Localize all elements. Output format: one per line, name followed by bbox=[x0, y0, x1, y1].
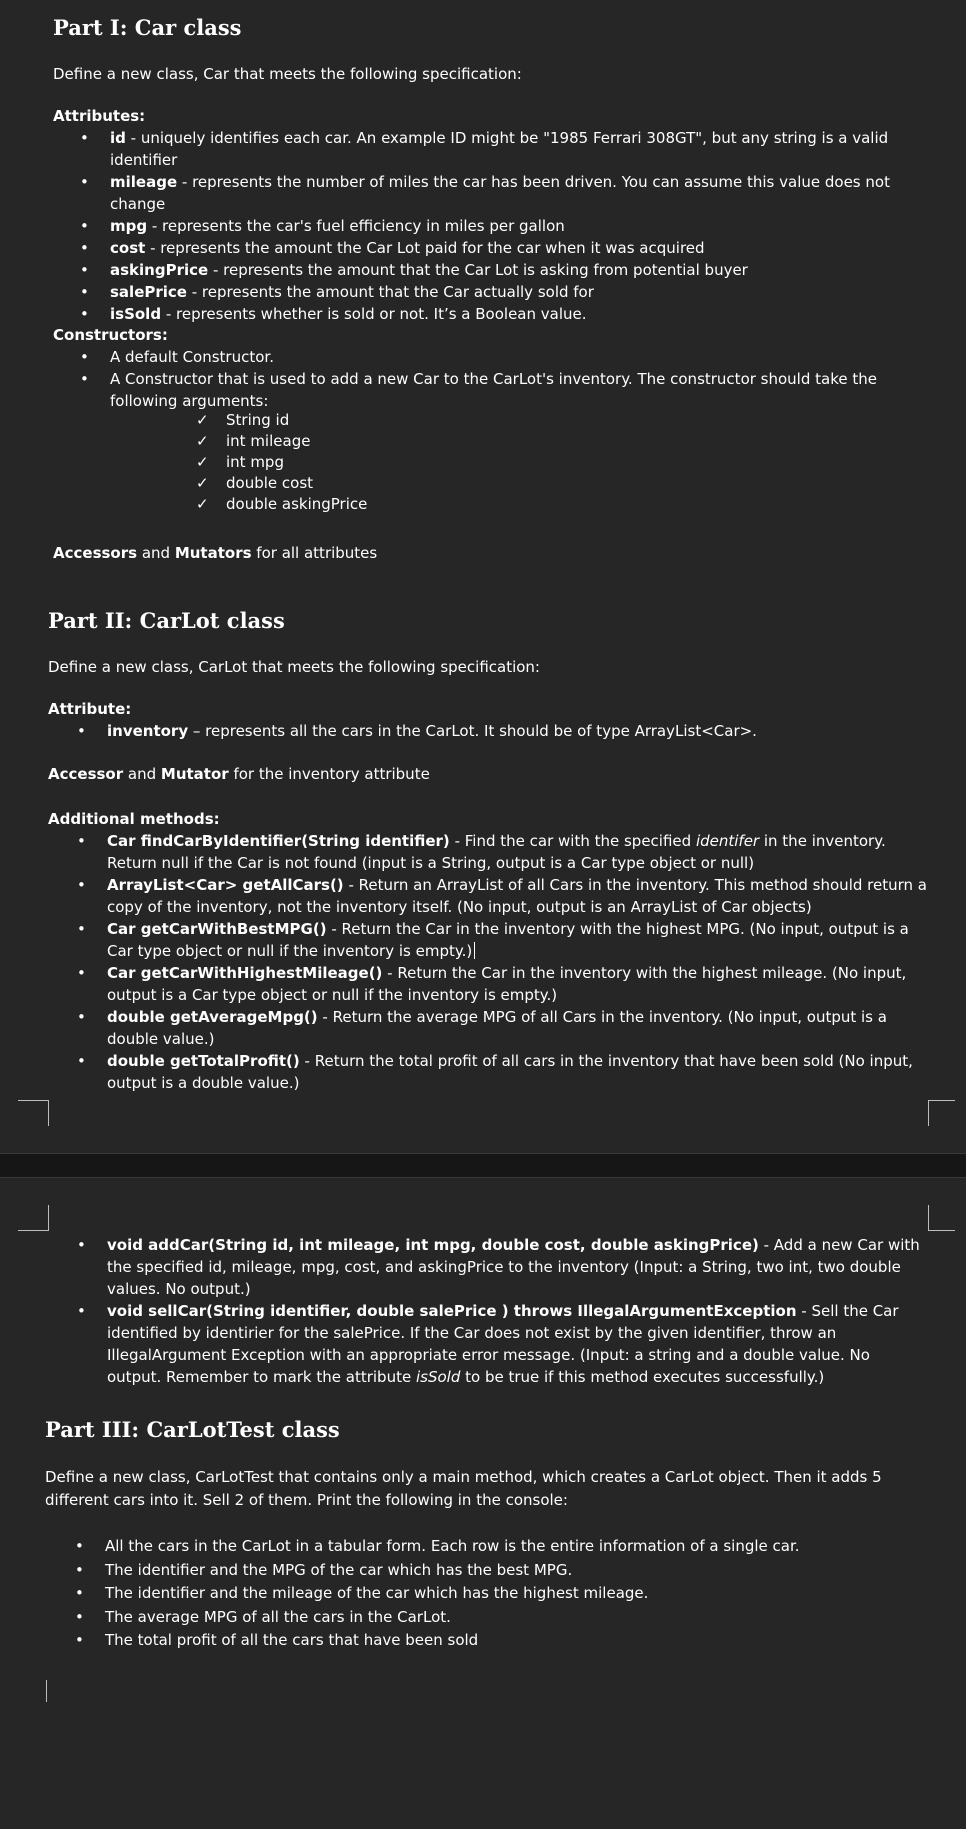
list-item: • Car findCarByIdentifier(String identifier) - Find the car with the specified identifer in the inventory. Return null if the Car is not found (input is a String, output is a Car type object or null) bbox=[107, 830, 927, 874]
corner-mark-bottom-right bbox=[928, 1100, 955, 1126]
constructors-list bbox=[110, 346, 920, 412]
list-item: ✓ double askingPrice bbox=[226, 494, 626, 515]
list-item: • double getAverageMpg() - Return the average MPG of all Cars in the inventory. (No input, output is a double value.) bbox=[107, 1006, 927, 1050]
list-item: • ArrayList<Car> getAllCars() - Return an ArrayList of all Cars in the inventory. This method should return a copy of the inventory, not the inventory itself. (No input, output is an ArrayList of Car objects) bbox=[107, 874, 927, 918]
list-item: • inventory – represents all the cars in the CarLot. It should be of type ArrayList<Car>. bbox=[107, 720, 927, 742]
corner-mark-bottom-left bbox=[18, 1100, 49, 1126]
accessor-mutator-line: Accessor and Mutator for the inventory attribute bbox=[48, 765, 430, 783]
corner-mark-top-right bbox=[928, 1205, 955, 1231]
additional-methods-list bbox=[107, 830, 927, 1094]
list-item: • double getTotalProfit() - Return the total profit of all cars in the inventory that have been sold (No input, output is a double value.) bbox=[107, 1050, 927, 1094]
part3-title: Part III: CarLotTest class bbox=[45, 1417, 340, 1442]
list-item: • A Constructor that is used to add a new Car to the CarLot's inventory. The constructor should take the following arguments: bbox=[110, 368, 920, 412]
list-item: • A default Constructor. bbox=[110, 346, 920, 368]
list-item: • Car getCarWithHighestMileage() - Return the Car in the inventory with the highest mileage. (No input, output is a Car type object or null if the inventory is empty.) bbox=[107, 962, 927, 1006]
attribute-heading: Attribute: bbox=[48, 700, 132, 718]
constructor-arguments-list bbox=[226, 410, 626, 515]
attributes-heading: Attributes: bbox=[53, 107, 146, 125]
list-item: • askingPrice - represents the amount that the Car Lot is asking from potential buyer bbox=[110, 259, 920, 281]
list-item: • mpg - represents the car's fuel efficiency in miles per gallon bbox=[110, 215, 920, 237]
part1-intro: Define a new class, Car that meets the following specification: bbox=[53, 65, 522, 83]
part2-intro: Define a new class, CarLot that meets the following specification: bbox=[48, 658, 540, 676]
list-item: ✓ int mpg bbox=[226, 452, 626, 473]
list-item: • mileage - represents the number of miles the car has been driven. You can assume this value does not change bbox=[110, 171, 920, 215]
page-break bbox=[0, 1153, 966, 1178]
margin-mark bbox=[46, 1680, 47, 1702]
list-item: • isSold - represents whether is sold or not. It’s a Boolean value. bbox=[110, 303, 920, 325]
list-item: • The total profit of all the cars that have been sold bbox=[105, 1629, 925, 1653]
car-attributes-list bbox=[110, 127, 920, 325]
part3-intro: Define a new class, CarLotTest that contains only a main method, which creates a CarLot object. Then it adds 5 different cars into it. Sell 2 of them. Print the following in the console: bbox=[45, 1468, 882, 1509]
list-item: • cost - represents the amount the Car Lot paid for the car when it was acquired bbox=[110, 237, 920, 259]
list-item: ✓ int mileage bbox=[226, 431, 626, 452]
part1-title: Part I: Car class bbox=[53, 15, 242, 40]
corner-mark-top-left bbox=[18, 1205, 49, 1231]
list-item: • Car getCarWithBestMPG() - Return the Car in the inventory with the highest MPG. (No input, output is a Car type object or null if the inventory is empty.) bbox=[107, 918, 927, 962]
list-item: ✓ String id bbox=[226, 410, 626, 431]
list-item: • The average MPG of all the cars in the CarLot. bbox=[105, 1606, 925, 1630]
text-cursor bbox=[474, 942, 475, 959]
list-item: • The identifier and the MPG of the car which has the best MPG. bbox=[105, 1559, 925, 1583]
list-item: • void sellCar(String identifier, double salePrice ) throws IllegalArgumentException - Sell the Car identified by identirier for the salePrice. If the Car does not exist by the given identifier, throw an IllegalArgument Exception with an appropriate error message. (Input: a string and a double value. No output. Remember to mark the attribute isSold to be true if this method executes successfully.) bbox=[107, 1300, 927, 1388]
constructors-heading: Constructors: bbox=[53, 326, 168, 344]
carlot-attribute-list bbox=[107, 720, 927, 742]
list-item: • id - uniquely identifies each car. An example ID might be "1985 Ferrari 308GT", but any string is a valid identifier bbox=[110, 127, 920, 171]
document-page-2 bbox=[0, 1178, 966, 1829]
carlottest-output-list bbox=[105, 1535, 925, 1653]
accessors-mutators-line: Accessors and Mutators for all attributes bbox=[53, 544, 378, 562]
additional-methods-list-continued bbox=[107, 1234, 927, 1388]
additional-methods-heading: Additional methods: bbox=[48, 810, 220, 828]
part2-title: Part II: CarLot class bbox=[48, 608, 285, 633]
list-item: • All the cars in the CarLot in a tabular form. Each row is the entire information of a single car. bbox=[105, 1535, 925, 1559]
list-item: • void addCar(String id, int mileage, int mpg, double cost, double askingPrice) - Add a new Car with the specified id, mileage, mpg, cost, and askingPrice to the inventory (Input: a String, two int, two double values. No output.) bbox=[107, 1234, 927, 1300]
list-item: ✓ double cost bbox=[226, 473, 626, 494]
list-item: • salePrice - represents the amount that the Car actually sold for bbox=[110, 281, 920, 303]
list-item: • The identifier and the mileage of the car which has the highest mileage. bbox=[105, 1582, 925, 1606]
